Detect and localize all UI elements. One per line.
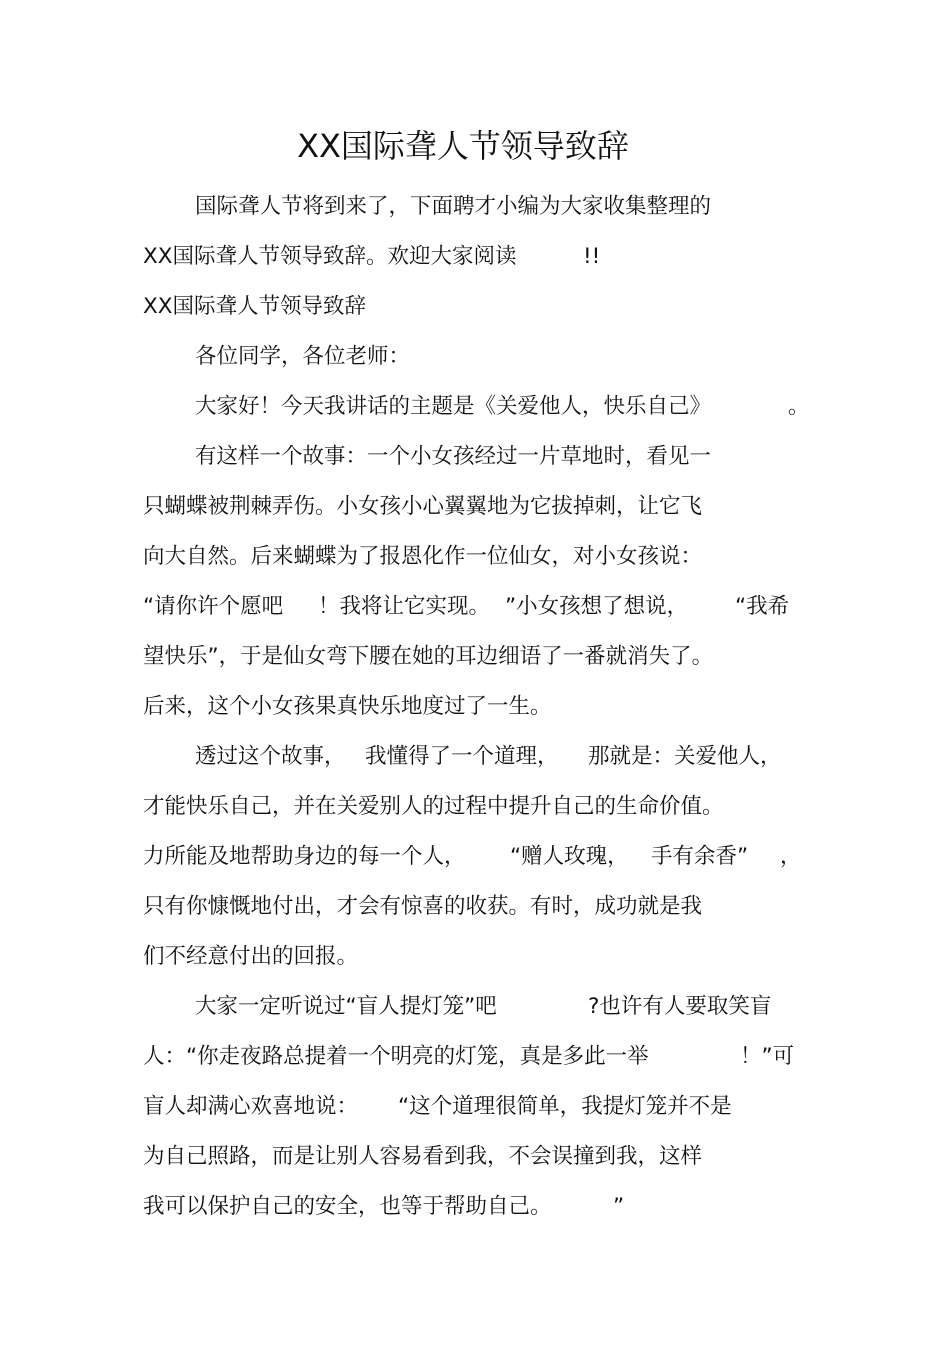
text-line: “请你许个愿吧 [143, 594, 284, 619]
text-line: 为自己照路，而是让别人容易看到我，不会误撞到我，这样 [143, 1144, 703, 1169]
text-line: 人：“你走夜路总提着一个明亮的灯笼，真是多此一举 [143, 1044, 649, 1069]
document-title: XX国际聋人节领导致辞 [297, 127, 629, 165]
text-line: 各位同学，各位老师： [195, 344, 411, 369]
text-line: 透过这个故事， [195, 744, 346, 769]
text-line: 手有余香” [651, 844, 749, 869]
text-line: ?也许有人要取笑盲 [588, 994, 772, 1019]
text-line: XX国际聋人节领导致辞 [143, 294, 366, 319]
text-line: ， [780, 844, 802, 869]
text-line: 向大自然。后来蝴蝶为了报恩化作一位仙女，对小女孩说： [143, 544, 703, 569]
text-line: 只有你慷慨地付出，才会有惊喜的收获。有时，成功就是我 [143, 894, 703, 919]
text-line: 。 [788, 394, 810, 419]
text-line: ！我将让它实现。 [318, 594, 491, 619]
text-line: 望快乐”，于是仙女弯下腰在她的耳边细语了一番就消失了。 [143, 644, 714, 669]
text-line: !! [583, 244, 601, 269]
text-line: 后来，这个小女孩果真快乐地度过了一生。 [143, 694, 552, 719]
text-line: ” [613, 1194, 625, 1219]
text-line: XX国际聋人节领导致辞。欢迎大家阅读 [143, 244, 517, 269]
text-line: “这个道理很简单，我提灯笼并不是 [398, 1094, 732, 1119]
text-line: 大家一定听说过“盲人提灯笼”吧 [195, 994, 497, 1019]
text-line: 只蝴蝶被荆棘弄伤。小女孩小心翼翼地为它拔掉刺，让它飞 [143, 494, 703, 519]
text-line: 那就是：关爱他人， [588, 744, 782, 769]
text-line: 国际聋人节将到来了，下面聘才小编为大家收集整理的 [195, 194, 712, 219]
text-line: 才能快乐自己，并在关爱别人的过程中提升自己的生命价值。 [143, 794, 724, 819]
text-line: “赠人玫瑰， [510, 844, 629, 869]
text-line: 有这样一个故事：一个小女孩经过一片草地时，看见一 [195, 444, 712, 469]
text-line: “我希 [735, 594, 790, 619]
text-line: ！”可 [740, 1044, 795, 1069]
text-line: 们不经意付出的回报。 [143, 944, 359, 969]
text-line: 大家好！今天我讲话的主题是《关爱他人，快乐自己》 [195, 394, 712, 419]
text-line: 力所能及地帮助身边的每一个人， [143, 844, 466, 869]
text-line: 我可以保护自己的安全，也等于帮助自己。 [143, 1194, 552, 1219]
text-line: 我懂得了一个道理， [365, 744, 559, 769]
text-line: ”小女孩想了想说， [505, 594, 689, 619]
text-line: 盲人却满心欢喜地说： [143, 1094, 359, 1119]
